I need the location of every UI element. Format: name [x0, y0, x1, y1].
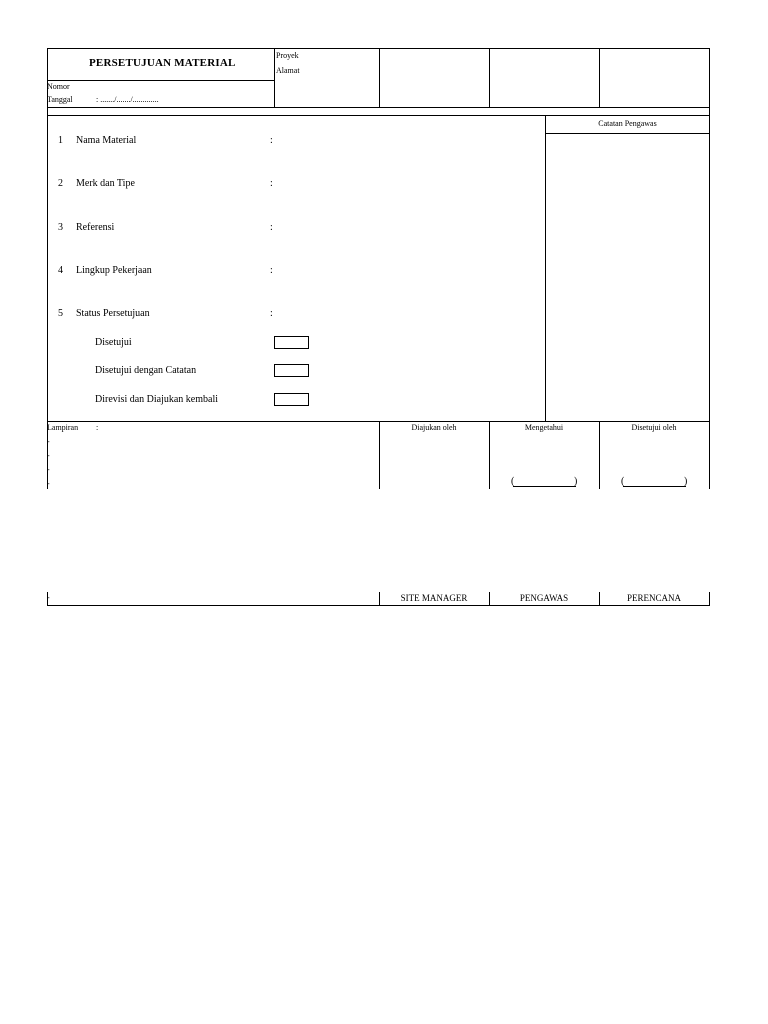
- item-3-number: 3: [58, 222, 63, 233]
- bottom-left-dash: -: [47, 593, 50, 602]
- diajukan-oleh-label: Diajukan oleh: [411, 423, 457, 432]
- mengetahui-paren-close: ): [574, 476, 578, 487]
- status-catatan-label: Disetujui dengan Catatan: [95, 365, 197, 376]
- item-2-colon: :: [270, 178, 273, 189]
- mengetahui-label: Mengetahui: [524, 423, 564, 432]
- bottom-line: [47, 605, 710, 606]
- page-title: PERSETUJUAN MATERIAL: [89, 57, 236, 69]
- disetujui-sign-line: [623, 486, 686, 487]
- lampiran-dash-4: -: [47, 479, 50, 488]
- nomor-label: Nomor: [47, 82, 70, 91]
- lampiran-dash-2: -: [47, 451, 50, 460]
- pengawas-label: PENGAWAS: [519, 593, 569, 603]
- item-1-number: 1: [58, 135, 63, 146]
- lampiran-dash-3: -: [47, 465, 50, 474]
- alamat-label: Alamat: [276, 66, 300, 75]
- proyek-label: Proyek: [276, 51, 299, 60]
- mengetahui-paren-open: (: [511, 476, 515, 487]
- perencana-label: PERENCANA: [626, 593, 681, 603]
- bottom-right-tick: [709, 592, 710, 606]
- disetujui-paren-open: (: [621, 476, 625, 487]
- catatan-pengawas-label: Catatan Pengawas: [598, 119, 657, 128]
- item-3-label: Referensi: [76, 222, 115, 233]
- item-4-colon: :: [270, 265, 273, 276]
- tanggal-value: : ......./......./.............: [96, 95, 159, 104]
- status-catatan-checkbox[interactable]: [274, 364, 309, 377]
- catatan-left-line: [545, 115, 546, 421]
- tanggal-label: Tanggal: [47, 95, 73, 104]
- header-divider-1: [274, 48, 275, 107]
- status-disetujui-checkbox[interactable]: [274, 336, 309, 349]
- item-5-colon: :: [270, 308, 273, 319]
- item-2-number: 2: [58, 178, 63, 189]
- item-3-colon: :: [270, 222, 273, 233]
- mengetahui-sign-line: [513, 486, 576, 487]
- lampiran-colon: :: [96, 423, 99, 432]
- header-divider-3: [489, 48, 490, 107]
- catatan-header-line: [545, 133, 710, 134]
- item-5-number: 5: [58, 308, 63, 319]
- item-4-label: Lingkup Pekerjaan: [76, 265, 152, 276]
- body-top-line: [47, 115, 710, 116]
- item-2-label: Merk dan Tipe: [76, 178, 135, 189]
- header-divider-4: [599, 48, 600, 107]
- item-1-label: Nama Material: [76, 135, 137, 146]
- item-1-colon: :: [270, 135, 273, 146]
- lampiran-dash-1: -: [47, 437, 50, 446]
- header-bottom-line: [47, 107, 710, 108]
- disetujui-paren-close: ): [684, 476, 688, 487]
- header-divider-2: [379, 48, 380, 107]
- status-revisi-label: Direvisi dan Diajukan kembali: [95, 394, 219, 405]
- item-5-label: Status Persetujuan: [76, 308, 150, 319]
- status-disetujui-label: Disetujui: [95, 337, 132, 348]
- item-4-number: 4: [58, 265, 63, 276]
- lampiran-label: Lampiran: [47, 423, 79, 432]
- status-revisi-checkbox[interactable]: [274, 393, 309, 406]
- disetujui-oleh-label: Disetujui oleh: [631, 423, 677, 432]
- title-underline: [47, 80, 274, 81]
- site-manager-label: SITE MANAGER: [400, 593, 468, 603]
